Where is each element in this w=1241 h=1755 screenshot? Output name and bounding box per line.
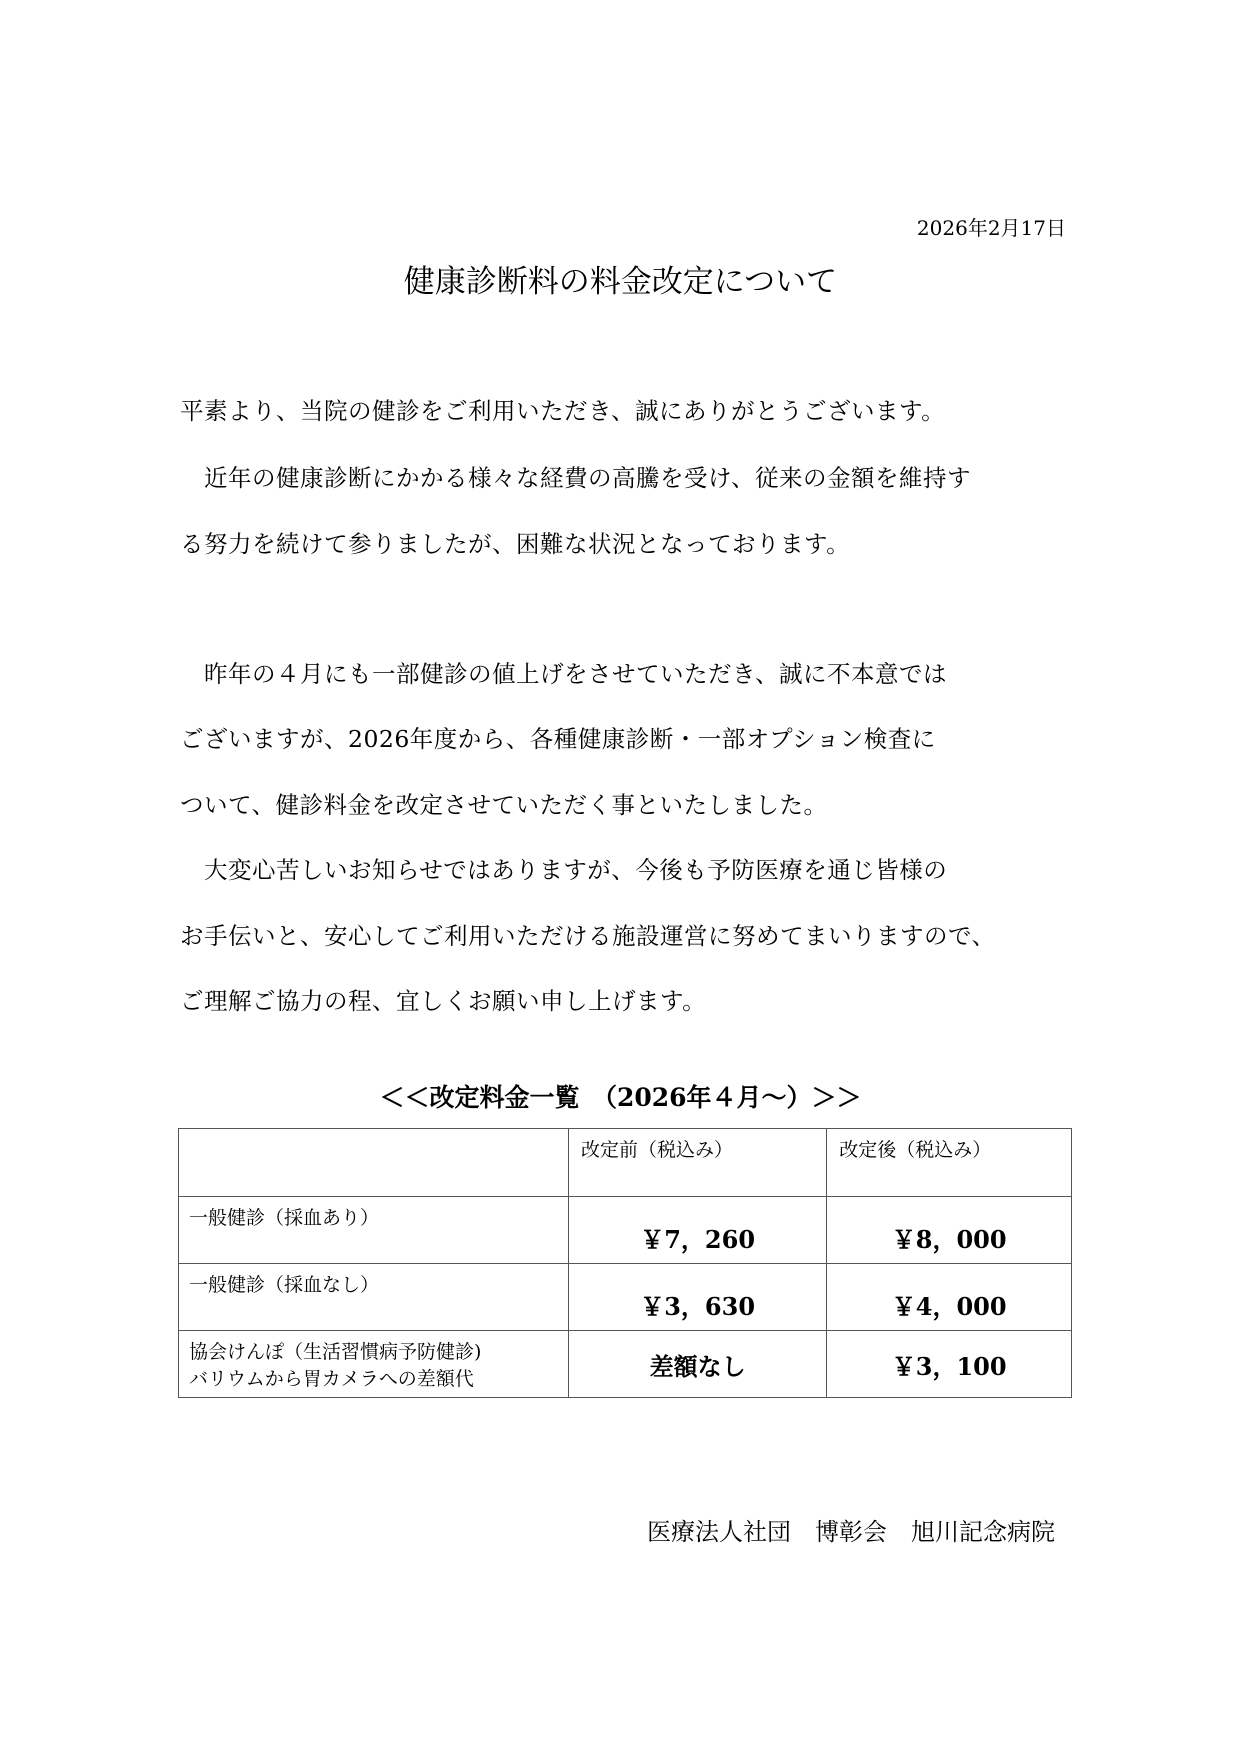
item-cell: 一般健診（採血なし） [179,1264,569,1331]
body-line: 平素より、当院の健診をご利用いただき、誠にありがとうございます。 [180,397,946,425]
organization-signature: 医療法人社団 博彰会 旭川記念病院 [647,1518,1055,1546]
header-cell-before: 改定前（税込み） [568,1129,826,1197]
item-line: 協会けんぽ（生活習慣病予防健診) [189,1341,482,1363]
price-after: ￥3，100 [827,1331,1072,1398]
body-line: 昨年の４月にも一部健診の値上げをさせていただき、誠に不本意では [180,660,948,688]
price-before: 差額なし [568,1331,826,1398]
header-cell-after: 改定後（税込み） [827,1129,1072,1197]
document-title: 健康診断料の料金改定について [403,264,838,300]
body-line: ご理解ご協力の程、宜しくお願い申し上げます。 [180,987,707,1015]
document-date: 2026年2月17日 [916,216,1066,240]
body-line: 近年の健康診断にかかる様々な経費の高騰を受け、従来の金額を維持す [180,464,972,492]
price-before: ￥7，260 [568,1197,826,1264]
table-row [179,1264,1072,1331]
body-line: ございますが、2026年度から、各種健康診断・一部オプション検査に [180,725,936,753]
table-row [179,1197,1072,1264]
body-line: お手伝いと、安心してご利用いただける施設運営に努めてまいりますので、 [180,922,996,950]
item-line: バリウムから胃カメラへの差額代 [189,1368,474,1390]
body-line: る努力を続けて参りましたが、困難な状況となっております。 [180,530,851,558]
table-header-row [179,1129,1072,1197]
price-table [178,1128,1072,1398]
price-before: ￥3，630 [568,1264,826,1331]
body-line: ついて、健診料金を改定させていただく事といたしました。 [180,791,828,819]
body-line: 大変心苦しいお知らせではありますが、今後も予防医療を通じ皆様の [180,856,948,884]
item-cell: 一般健診（採血あり） [179,1197,569,1264]
item-cell [179,1331,569,1398]
price-after: ￥4，000 [827,1264,1072,1331]
price-after: ￥8，000 [827,1197,1072,1264]
table-title: ＜＜改定料金一覧 （2026年４月～）＞＞ [379,1083,862,1112]
table-row [179,1331,1072,1398]
header-cell [179,1129,569,1197]
